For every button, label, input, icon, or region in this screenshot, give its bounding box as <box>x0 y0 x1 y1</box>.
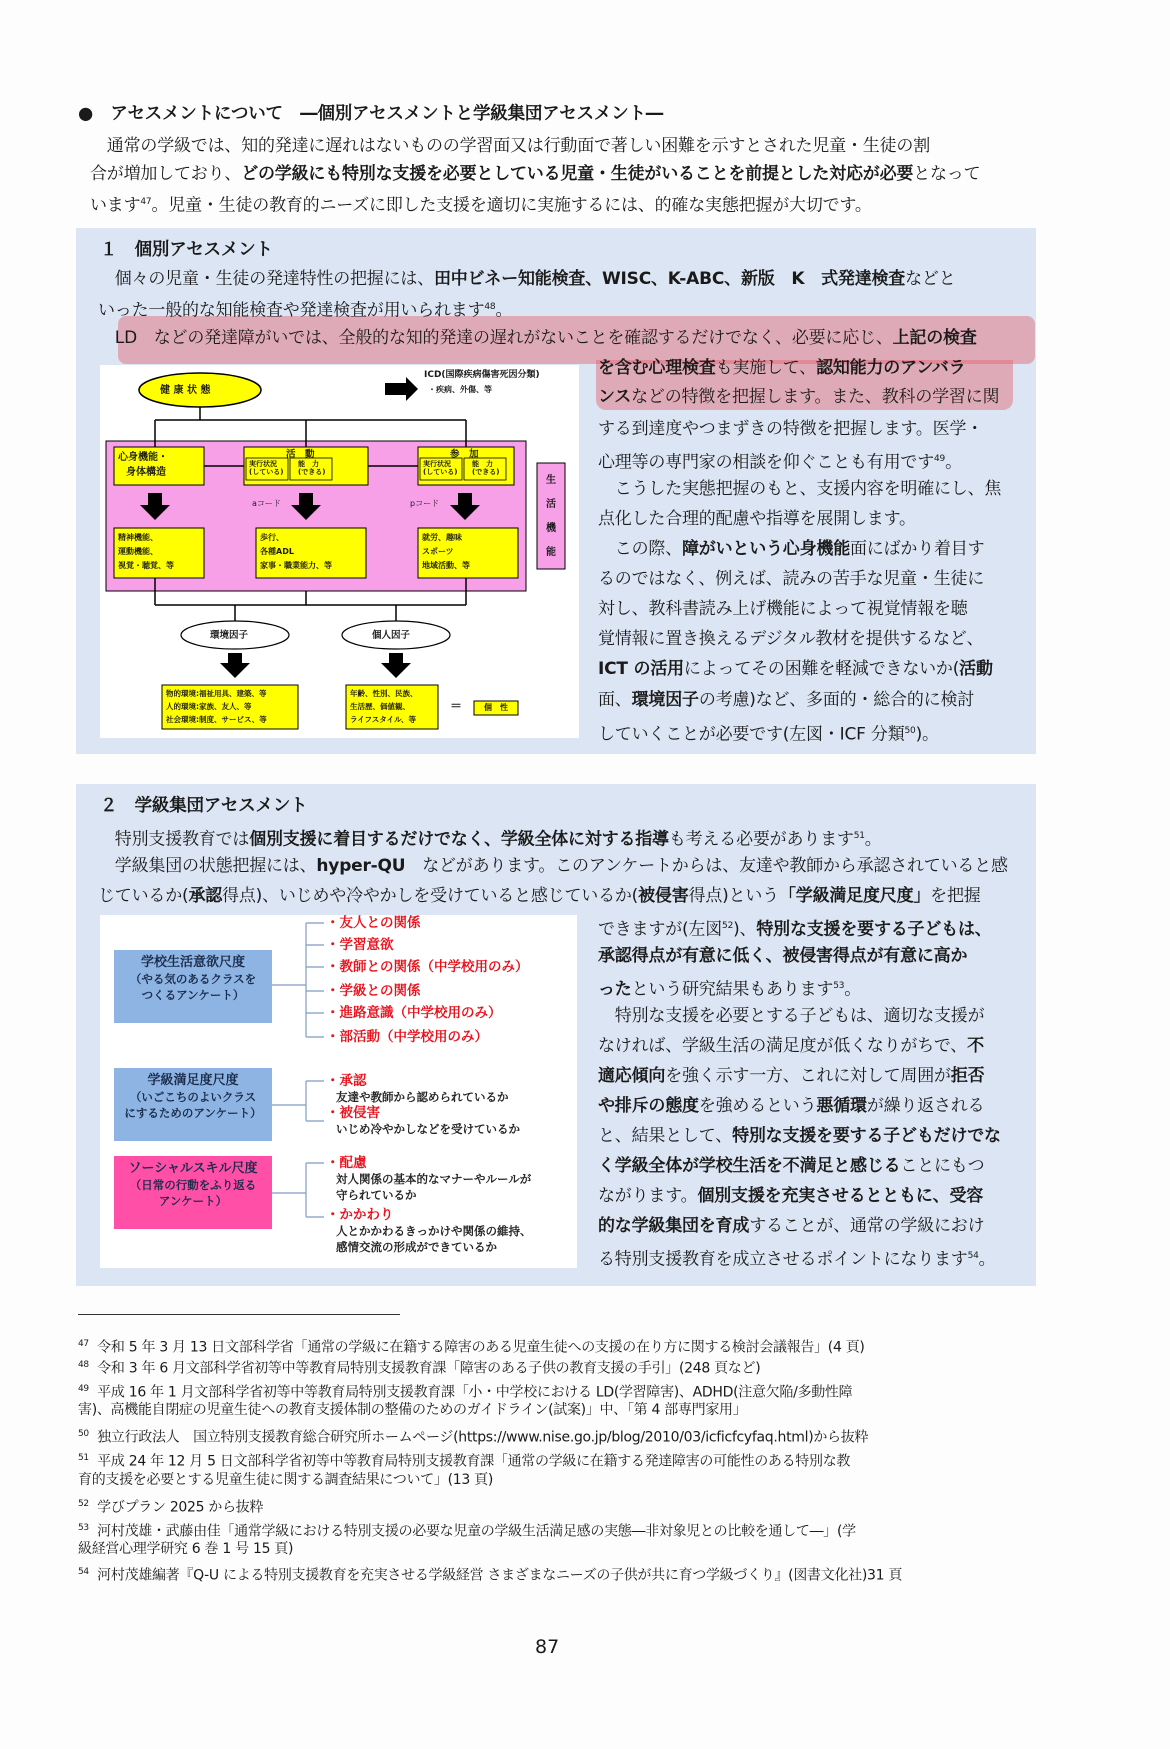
participation-detail-text: 就労、趣味 スポーツ 地域活動、等 <box>422 533 470 570</box>
qu-item: ・学習意欲 <box>326 937 394 953</box>
p1-line: 心理等の専門家の相談を仰ぐことも有用です$^{49}$。 <box>598 452 962 473</box>
footnote-52: $^{52}$ 学びプラン 2025 から抜粋 <box>78 1499 264 1516</box>
p-code-label: pコード <box>410 499 440 508</box>
footnote-47: $^{47}$ 令和 5 年 3 月 13 日文部科学省「通常の学級に在籍する障害のある児童生徒への支援の在り方に関する検討会議報告」(4 頁) <box>78 1339 865 1356</box>
intro-line-3: います$^{47}$。児童・生徒の教育的ニーズに即した支援を適切に実施するには、的確な実態把握が大切です。 <box>90 195 872 216</box>
p2-line: ったという研究結果もあります$^{53}$。 <box>598 979 862 1000</box>
p2-line: ながります。個別支援を充実させるとともに、受容 <box>598 1186 984 1206</box>
life-function-label: 生 活 機 能 <box>546 475 556 558</box>
footnote-49: $^{49}$ 平成 16 年 1 月文部科学省初等中等教育局特別支援教育課「小・中学校における LD(学習障害)、ADHD(注意欠陥/多動性障 <box>78 1384 853 1401</box>
activity-detail-text: 歩行、 各種ADL 家事・職業能力、等 <box>260 533 332 570</box>
qu-satisfaction-label: 学級満足度尺度 （いごこちのよいクラス にするためのアンケート） <box>124 1073 262 1120</box>
kosei-label: 個 性 <box>484 703 508 712</box>
qu-brackets <box>272 923 324 1217</box>
p1-line: こうした実態把握のもと、支援内容を明確にし、焦 <box>598 479 1002 499</box>
p2-line: じているか(承認得点)、いじめや冷やかしを受けていると感じているか(被侵害得点)という「学級満足度尺度」を把握 <box>98 886 981 906</box>
footnote-49-cont: 害)、高機能自閉症の児童生徒への教育支援体制の整備のためのガイドライン(試案)」中、「第 4 部専門家用」 <box>78 1402 747 1418</box>
p1-line: ICT の活用によってその困難を軽減できないか(活動 <box>598 659 993 679</box>
icf-diagram <box>100 365 579 738</box>
participation-label: 参 加 <box>450 449 479 460</box>
qu-diagram <box>100 915 577 1268</box>
qu-item: ・部活動（中学校用のみ） <box>326 1029 488 1045</box>
p1-line: いった一般的な知能検査や発達検査が用いられます$^{48}$。 <box>98 300 513 321</box>
qu-item: ・学級との関係 <box>326 983 421 999</box>
perf-label: 実行状況 (している) <box>249 460 284 476</box>
personal-factor-label: 個人因子 <box>372 630 411 641</box>
down-arrow-icon <box>220 653 250 678</box>
health-label: 健 康 状 態 <box>160 385 211 396</box>
footnote-divider <box>78 1314 400 1315</box>
p1-line: していくことが必要です(左図・ICF 分類$^{50}$)。 <box>598 724 939 745</box>
qu-item-desc: 友達や教師から認められているか <box>336 1090 509 1104</box>
qu-item-approval: ・承認 <box>326 1073 367 1089</box>
qu-item-desc: 感情交流の形成ができているか <box>336 1240 497 1254</box>
qu-item: ・教師との関係（中学校用のみ） <box>326 959 529 975</box>
env-factor-label: 環境因子 <box>210 630 249 641</box>
section-heading: ● アセスメントについて ―個別アセスメントと学級集団アセスメント― <box>78 104 664 124</box>
p2-line: 的な学級集団を育成することが、通常の学級におけ <box>598 1216 985 1236</box>
body-label-2: 身体構造 <box>126 467 166 478</box>
footnote-51: $^{51}$ 平成 24 年 12 月 5 日文部科学省初等中等教育局特別支援教育課「通常の学級に在籍する発達障害の可能性のある特別な教 <box>78 1453 851 1470</box>
cap-label: 能 力 (できる) <box>298 460 326 476</box>
p2-line: 承認得点が有意に低く、被侵害得点が有意に高か <box>598 946 968 966</box>
arrow-icon <box>385 377 418 401</box>
panel1-title: １ 個別アセスメント <box>100 240 273 260</box>
p1-line: する到達度やつまずきの特徴を把握します。医学・ <box>598 419 984 439</box>
qu-item-consideration: ・配慮 <box>326 1155 367 1171</box>
panel2-title: ２ 学級集団アセスメント <box>100 796 308 816</box>
icd-title: ICD(国際疾病傷害死因分類) <box>424 370 540 380</box>
p1-line: LD などの発達障がいでは、全般的な知的発達の遅れがないことを確認するだけでなく、必要に応じ、上記の検査 <box>98 328 977 348</box>
p2-line: 特別支援教育では個別支援に着目するだけでなく、学級全体に対する指導も考える必要があります$^{51}$。 <box>98 829 882 850</box>
p2-line: なければ、学級生活の満足度が低くなりがちで、不 <box>598 1036 984 1056</box>
p2-line: や排斥の態度を強めるという悪循環が繰り返される <box>598 1096 985 1116</box>
intro-line-1: 通常の学級では、知的発達に遅れはないものの学習面又は行動面で著しい困難を示すとされた児童・生徒の割 <box>90 136 930 156</box>
p1-line: を含む心理検査も実施して、認知能力のアンバラ <box>598 358 966 378</box>
body-detail-text: 精神機能、 運動機能、 視覚・聴覚、等 <box>118 533 174 570</box>
qu-item-desc: いじめ冷やかしなどを受けているか <box>336 1122 520 1136</box>
qu-item-desc: 対人関係の基本的なマナーやルールが <box>336 1172 532 1186</box>
footnote-54: $^{54}$ 河村茂雄編著『Q-U による特別支援教育を充実させる学級経営 さまざまなニーズの子供が共に育つ学級づくり』(図書文化社)31 頁 <box>78 1567 903 1584</box>
qu-motivation-label: 学校生活意欲尺度 （やる気のあるクラスを つくるアンケート） <box>129 955 257 1002</box>
perf-label: 実行状況 (している) <box>423 460 458 476</box>
p2-line: く学級全体が学校生活を不満足と感じることにもつ <box>598 1156 985 1176</box>
p1-line: 点化した合理的配慮や指導を展開します。 <box>598 509 916 529</box>
icd-sub: ・疾病、外傷、等 <box>428 385 492 394</box>
activity-label: 活 動 <box>286 449 315 460</box>
p2-line: と、結果として、特別な支援を要する子どもだけでな <box>598 1126 1001 1146</box>
footnote-53-cont: 級経営心理学研究 6 巻 1 号 15 頁) <box>78 1541 294 1557</box>
cap-label: 能 力 (できる) <box>472 460 500 476</box>
p2-line: 適応傾向を強く示す一方、これに対して周囲が拒否 <box>598 1066 985 1086</box>
p2-line: る特別支援教育を成立させるポイントになります$^{54}$。 <box>598 1249 996 1270</box>
p1-line: 覚情報に置き換えるデジタル教材を提供するなど、 <box>598 629 984 649</box>
p1-line: この際、障がいという心身機能面にばかり着目す <box>598 539 985 559</box>
footnote-50: $^{50}$ 独立行政法人 国立特別支援教育総合研究所ホームページ(https://www.nise.go.jp/blog/2010/03/icficfcyfaq.html)から抜粋 <box>78 1429 869 1446</box>
body-label-1: 心身機能・ <box>118 452 168 463</box>
qu-item-infringement: ・被侵害 <box>326 1105 380 1121</box>
footnote-53: $^{53}$ 河村茂雄・武藤由佳「通常学級における特別支援の必要な児童の学級生活満足感の実態―非対象児との比較を通して―」(学 <box>78 1523 856 1540</box>
qu-item-involvement: ・かかわり <box>326 1207 394 1223</box>
qu-item-desc: 人とかかわるきっかけや関係の維持、 <box>336 1224 532 1238</box>
p1-line: ンスなどの特徴を把握します。また、教科の学習に関 <box>598 387 1000 407</box>
p2-line: 学級集団の状態把握には、hyper-QU などがあります。このアンケートからは、友達や教師から承認されていると感 <box>98 856 1008 876</box>
page-number: 87 <box>535 1636 560 1658</box>
personal-detail-text: 年齢、性別、民族、 生活歴、価値観、 ライフスタイル、等 <box>350 689 418 724</box>
qu-social-label: ソーシャルスキル尺度 （日常の行動をふり返る アンケート） <box>128 1161 258 1208</box>
a-code-label: aコード <box>252 499 281 508</box>
down-arrow-icon <box>381 653 411 678</box>
p1-line: 個々の児童・生徒の発達特性の把握には、田中ビネー知能検査、WISC、K-ABC、新版 K 式発達検査などと <box>98 269 956 289</box>
qu-item-desc: 守られているか <box>336 1188 417 1202</box>
equals-sign: ＝ <box>450 699 463 713</box>
p2-line: 特別な支援を必要とする子どもは、適切な支援が <box>598 1006 985 1026</box>
p1-line: るのではなく、例えば、読みの苦手な児童・生徒に <box>598 569 985 589</box>
p2-line: できますが(左図$^{52}$)、特別な支援を要する子どもは、 <box>598 919 992 940</box>
env-detail-text: 物的環境:福祉用具、建築、等 人的環境:家族、友人、等 社会環境:制度、サービス、等 <box>166 689 267 724</box>
qu-item: ・進路意識（中学校用のみ） <box>326 1005 502 1021</box>
p1-line: 面、環境因子の考慮)など、多面的・総合的に検討 <box>598 690 975 710</box>
footnote-51-cont: 育的支援を必要とする児童生徒に関する調査結果について」(13 頁) <box>78 1472 494 1488</box>
footnote-48: $^{48}$ 令和 3 年 6 月文部科学省初等中等教育局特別支援教育課「障害のある子供の教育支援の手引」(248 頁など) <box>78 1360 761 1377</box>
qu-item: ・友人との関係 <box>326 915 421 931</box>
p1-line: 対し、教科書読み上げ機能によって視覚情報を聴 <box>598 599 968 619</box>
intro-line-2: 合が増加しており、どの学級にも特別な支援を必要としている児童・生徒がいることを前提とした対応が必要となって <box>90 164 981 184</box>
